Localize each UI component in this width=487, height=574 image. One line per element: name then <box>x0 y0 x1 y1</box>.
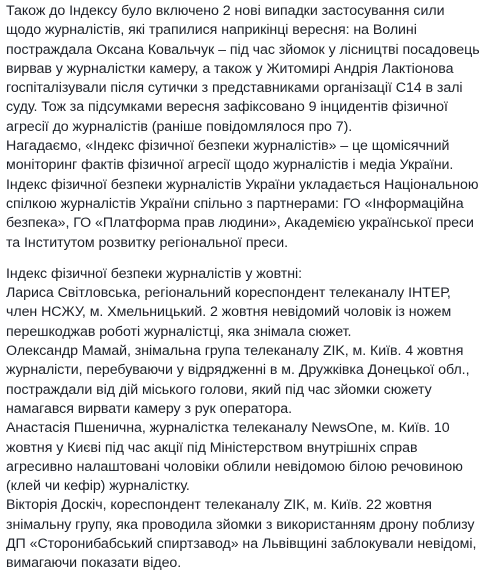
paragraph-incident-mamai: Олександр Мамай, знімальна група телеканалу ZIK, м. Київ. 4 жовтня журналісти, перебуваючи у відрядженні в м. Дружківка Донецької обл., постраждали від дій міського голови, який під час зйомки сюжету намагався вирвати камеру з рук оператора. <box>6 343 470 417</box>
paragraph-index-additions: Також до Індексу було включено 2 нові випадки застосування сили щодо журналістів, які трапилися наприкінці вересня: на Волині постраждала Оксана Ковальчук – під час зйомок у лісництві посадовець вирвав у журналістки камеру, а також у Житомирі Андрія Лактіонова госпіталізували після сутички з представниками організації С14 в залі суду. Тож за підсумками вересня зафіксовано 9 інцидентів фізичної агресії до журналістів (раніше повідомлялося про 7). <box>6 3 480 135</box>
paragraph-partners: Індекс фізичної безпеки журналістів України укладається Національною спілкою журналістів України спільно з партнерами: ГО «Інформаційна безпека», ГО «Платформа прав людини», Академією української преси та Інститутом розвитку регіональної преси. <box>6 176 479 251</box>
paragraph-incident-pshenychna: Анастасія Пшенична, журналістка телеканалу NewsOne, м. Київ. 10 жовтня у Києві під час акції під Міністерством внутрішніх справ агресивно налаштовані чоловіки облили невідомою білою речовиною (клей чи кефір) журналістку. <box>6 420 463 495</box>
paragraph-incident-svitlovska: Лариса Світловська, регіональний кореспондент телеканалу ІНТЕР, член НСЖУ, м. Хмельницький. 2 жовтня невідомий чоловік із ножем перешкоджав роботі журналістці, яка знімала сюжет. <box>6 285 452 340</box>
paragraph-gap <box>6 253 483 265</box>
paragraph-reminder: Нагадаємо, «Індекс фізичної безпеки журналістів» – це щомісячний моніторинг фактів фізичної агресії щодо журналістів і медіа України. <box>6 138 454 174</box>
paragraph-incident-doskich: Вікторія Доскіч, кореспондент телеканалу ZIK, м. Київ. 22 жовтня знімальну групу, яка проводила зйомки з використанням дрону поблизу ДП «Сторонибабський спиртзавод» на Львівщині заблокували невідомі, вимагаючи показати відео. <box>6 497 477 572</box>
paragraph-october-heading: Індекс фізичної безпеки журналістів у жовтні: <box>6 265 302 282</box>
